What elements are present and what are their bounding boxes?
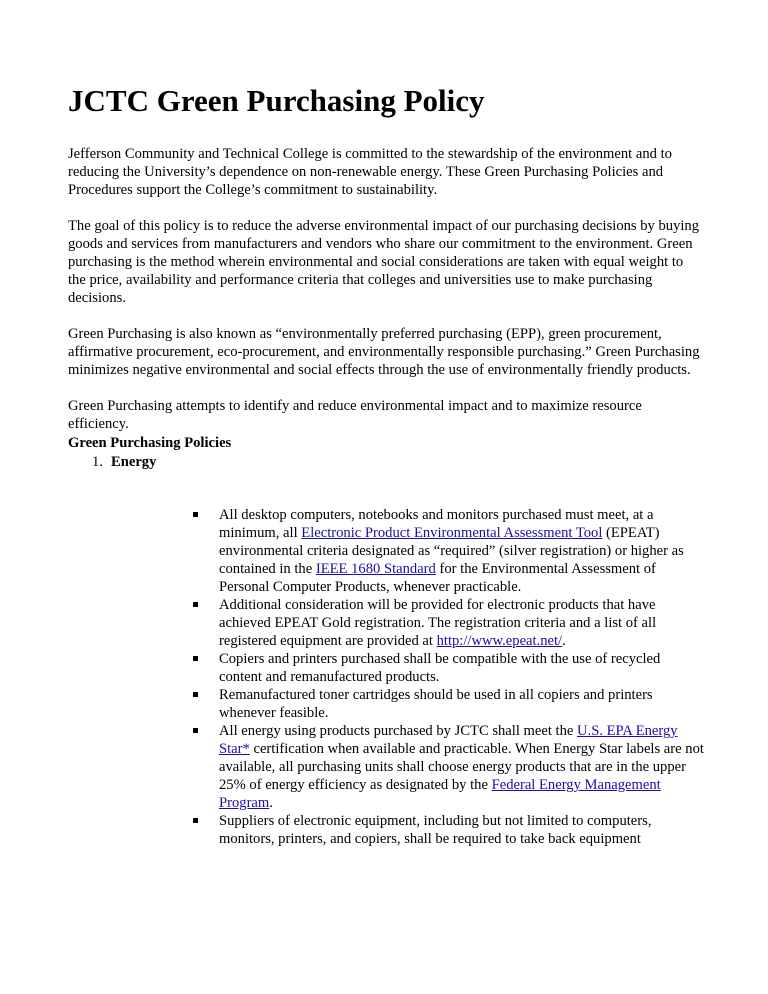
bullet-icon xyxy=(193,818,198,823)
bullet-text: Copiers and printers purchased shall be compatible with the use of recycled content and remanufactured products. xyxy=(219,651,661,685)
efficiency-paragraph: Green Purchasing attempts to identify and reduce environmental impact and to maximize resource efficiency. xyxy=(68,398,642,432)
list-label: Energy xyxy=(111,454,157,470)
bullet-icon xyxy=(193,512,198,517)
femp-link[interactable]: Federal Energy Management Program xyxy=(219,777,661,811)
ieee-1680-link[interactable]: IEEE 1680 Standard xyxy=(315,561,436,577)
goal-paragraph: The goal of this policy is to reduce the adverse environmental impact of our purchasing decisions by buying goods and services from manufacturers and vendors who share our commitment to the environment. Green purchasing is the method wherein environmental and social considerations are taken with equal weight to the price, availability and performance criteria that colleges and universities use to make purchasing decisions. xyxy=(68,218,700,306)
list-item xyxy=(219,812,704,848)
bullet-text: certification when available and practicable. When Energy Star labels are not available, all purchasing units shall choose energy products that are in the upper 25% of energy efficiency as designated by the xyxy=(219,741,704,793)
bullet-text: All energy using products purchased by JCTC shall meet the xyxy=(219,723,578,739)
bullet-text: Remanufactured toner cartridges should be used in all copiers and printers whenever feasible. xyxy=(219,687,653,721)
list-item xyxy=(219,722,704,812)
bullet-text: (EPEAT) environmental criteria designated as “required” (silver registration) or higher as contained in the xyxy=(219,525,684,577)
epeat-tool-link[interactable]: Electronic Product Environmental Assessment Tool xyxy=(301,525,603,541)
bullet-text: . xyxy=(562,633,566,649)
section-heading: Green Purchasing Policies xyxy=(68,435,232,451)
definition-paragraph: Green Purchasing is also known as “environmentally preferred purchasing (EPP), green procurement, affirmative procurement, eco-procurement, and environmentally responsible purchasing.” Green Purchasing minimizes negative environmental and social effects through the use of environmentally friendly products. xyxy=(68,326,700,378)
bullet-text: . xyxy=(269,795,273,811)
energy-star-link[interactable]: U.S. EPA Energy Star* xyxy=(219,723,678,757)
numbered-list-item-energy xyxy=(92,453,156,471)
bullet-text: All desktop computers, notebooks and monitors purchased must meet, at a minimum, all xyxy=(219,507,654,541)
bullet-text: Additional consideration will be provided for electronic products that have achieved EPEAT Gold registration. The registration criteria and a list of all registered equipment are provided at xyxy=(219,597,657,649)
page-title: JCTC Green Purchasing Policy xyxy=(68,83,485,118)
list-item xyxy=(219,686,704,722)
list-item xyxy=(219,650,704,686)
list-number: 1. xyxy=(92,454,103,470)
intro-paragraph: Jefferson Community and Technical College is committed to the stewardship of the environment and to reducing the University’s dependence on non-renewable energy. These Green Purchasing Policies and Procedures support the College’s commitment to sustainability. xyxy=(68,146,672,198)
bullet-icon xyxy=(193,602,198,607)
energy-bullet-list xyxy=(219,506,704,848)
bullet-icon xyxy=(193,728,198,733)
list-item xyxy=(219,506,704,596)
list-item xyxy=(219,596,704,650)
epeat-url-link[interactable]: http://www.epeat.net/ xyxy=(436,633,563,649)
bullet-text: Suppliers of electronic equipment, including but not limited to computers, monitors, printers, and copiers, shall be required to take back equipment xyxy=(219,813,652,847)
bullet-icon xyxy=(193,656,198,661)
bullet-text: for the Environmental Assessment of Personal Computer Products, whenever practicable. xyxy=(219,561,656,595)
bullet-icon xyxy=(193,692,198,697)
